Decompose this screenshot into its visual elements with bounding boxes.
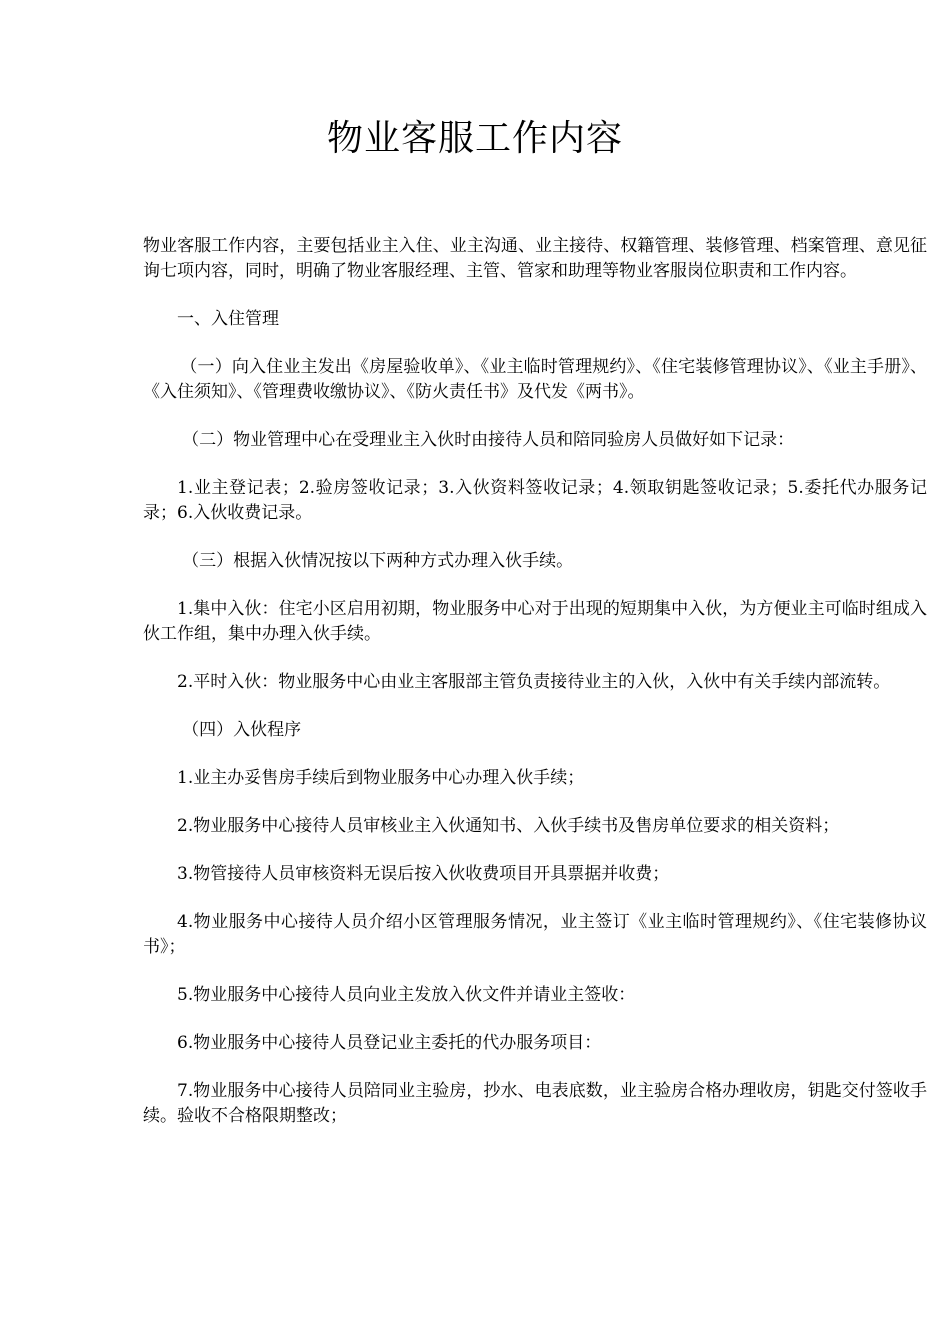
subsection-paragraph: （四）入伙程序 <box>182 720 302 740</box>
intro-paragraph: 物业客服工作内容，主要包括业主入住、业主沟通、业主接待、权籍管理、装修管理、档案管理、意见征询七项内容，同时，明确了物业客服经理、主管、管家和助理等物业客服岗位职责和工作内容。 <box>143 236 927 281</box>
page-title: 物业客服工作内容 <box>326 118 623 159</box>
list-paragraph: 6.物业服务中心接待人员登记业主委托的代办服务项目： <box>177 1033 602 1053</box>
document-body <box>143 234 927 1152</box>
section-heading: 一、入住管理 <box>177 309 279 329</box>
list-paragraph: 7.物业服务中心接待人员陪同业主验房，抄水、电表底数，业主验房合格办理收房，钥匙交付签收手续。验收不合格限期整改； <box>143 1081 927 1126</box>
list-paragraph: 5.物业服务中心接待人员向业主发放入伙文件并请业主签收： <box>177 985 636 1005</box>
list-paragraph: 4.物业服务中心接待人员介绍小区管理服务情况，业主签订《业主临时管理规约》、《住宅装修协议书》； <box>143 912 927 957</box>
list-paragraph: 2.物业服务中心接待人员审核业主入伙通知书、入伙手续书及售房单位要求的相关资料； <box>177 816 840 836</box>
subsection-paragraph: （三）根据入伙情况按以下两种方式办理入伙手续。 <box>182 551 574 571</box>
list-paragraph: 1.业主办妥售房手续后到物业服务中心办理入伙手续； <box>177 768 585 788</box>
list-paragraph: 3.物管接待人员审核资料无误后按入伙收费项目开具票据并收费； <box>177 864 670 884</box>
subsection-paragraph: （一）向入住业主发出《房屋验收单》、《业主临时管理规约》、《住宅装修管理协议》、《业主手册》、《入住须知》、《管理费收缴协议》、《防火责任书》及代发《两书》。 <box>143 357 927 402</box>
list-paragraph: 2.平时入伙：物业服务中心由业主客服部主管负责接待业主的入伙，入伙中有关手续内部流转。 <box>177 672 891 692</box>
subsection-paragraph: （二）物业管理中心在受理业主入伙时由接待人员和陪同验房人员做好如下记录： <box>182 430 795 450</box>
list-paragraph: 1.业主登记表；2.验房签收记录；3.入伙资料签收记录；4.领取钥匙签收记录；5.委托代办服务记录；6.入伙收费记录。 <box>143 478 927 523</box>
list-paragraph: 1.集中入伙：住宅小区启用初期，物业服务中心对于出现的短期集中入伙，为方便业主可临时组成入伙工作组，集中办理入伙手续。 <box>143 599 927 644</box>
